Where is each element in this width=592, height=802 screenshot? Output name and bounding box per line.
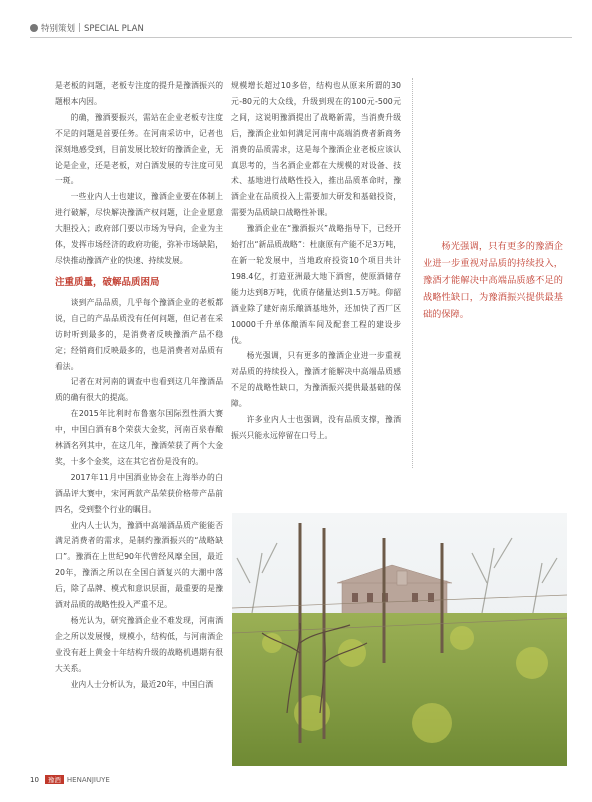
- vineyard-illustration: [232, 513, 567, 766]
- header-separator: [79, 23, 80, 32]
- paragraph: 业内人士认为，豫酒中高端酒品质产能能否满足消费者的需求，是制约豫酒振兴的“战略缺口”。豫酒在上世纪90年代曾经风靡全国，最近20年，豫酒之所以在全国白酒复兴的大潮中落后，除了品牌、模式和意识层面，最重要的是豫酒对品质的战略性投入严重不足。: [55, 520, 223, 610]
- paragraph: 在2015年比利时布鲁塞尔国际烈性酒大赛中，中国白酒有8个荣获大金奖，河南百泉春酿林酒名列其中，在这几年，豫酒荣获了两个大金奖，十多个金奖，这在其它省份是没有的。: [55, 409, 223, 466]
- paragraph: 谈到产品品质，几乎每个豫酒企业的老板都说，自己的产品品质没有任何问题，但记者在采访时听到最多的，是消费者反映豫酒产品不稳定；经销商们反映最多的，也是消费者对品质有看法。: [55, 297, 223, 371]
- pull-quote: 杨光强调，只有更多的豫酒企业进一步重视对品质的持续投入，豫酒才能解决中高端品质感不足的战略性缺口，为豫酒振兴提供最基础的保障。: [423, 241, 563, 320]
- magazine-tag: 豫酒: [45, 775, 64, 784]
- section-dot-icon: [30, 24, 38, 32]
- section-name-cn: 特别策划: [41, 24, 76, 34]
- paragraph: 记者在对河南的调查中也看到这几年豫酒品质的确有很大的提高。: [55, 377, 223, 403]
- page-number: 10: [30, 776, 39, 784]
- paragraph: 2017年11月中国酒业协会在上海举办的白酒品评大赛中，宋河两款产品荣获价格带产品前四名，受到整个行业的瞩目。: [55, 472, 223, 514]
- paragraph: 是老板的问题，老板专注度的提升是豫酒振兴的题根本内因。: [55, 81, 223, 106]
- page-footer: [30, 775, 110, 784]
- article-column-1: [55, 78, 223, 693]
- vineyard-photo: [232, 513, 567, 766]
- paragraph: 杨光认为，研究豫酒企业不难发现，河南酒企之所以发展慢，规模小，结构低，与河南酒企业没有赶上黄金十年结构升级的战略机遇期有很大关系。: [55, 616, 223, 673]
- header-rule: [30, 37, 572, 38]
- paragraph: 业内人士分析认为，最近20年，中国白酒: [70, 679, 214, 689]
- paragraph: 豫酒企业在“豫酒振兴”战略指导下，已经开始打出“新品质战略”：杜康原有产能不足3万吨，在新一轮发展中，当地政府投资10个项目共计198.4亿，打造亚洲最大地下酒窖，使原酒储存能力达到8万吨，优质存储量达到1.5万吨。仰韶酒业除了建好南乐酿酒基地外，还加快了西厂区10000千升单体酿酒车间及配套工程的建设步伐。: [231, 224, 401, 345]
- magazine-name: HENANJIUYE: [66, 776, 110, 784]
- paragraph: 杨光强调，只有更多的豫酒企业进一步重视对品质的持续投入，豫酒才能解决中高端品质感不足的战略性缺口，为豫酒振兴提供最基础的保障。: [231, 351, 401, 409]
- section-heading: 注重质量，破解品质困局: [55, 276, 160, 288]
- paragraph: 许多业内人士也强调，没有品质支撑，豫酒振兴只能永远停留在口号上。: [231, 415, 401, 440]
- paragraph: 一些业内人士也建议，豫酒企业要在体制上进行破解，尽快解决豫酒产权问题，让企业愿意大胆投入；政府部门要以市场为导向，企业为主体，发挥市场经济的政府功能，弥补市场缺陷，尽快推动豫酒产业的快速、持续发展。: [55, 192, 223, 265]
- page-header: [30, 22, 144, 34]
- article-column-2: [231, 78, 401, 444]
- section-name-en: SPECIAL PLAN: [84, 24, 144, 34]
- paragraph: 的确，豫酒要振兴，需站在企业老板专注度不足的问题是首要任务。在河南采访中，记者也深刻地感受到，目前发展比较好的豫酒企业，无论是企业，还是老板，对白酒发展的专注度可见一斑。: [55, 112, 223, 186]
- paragraph: 规模增长超过10多倍，结构也从原来所谓的30元-80元的大众线，升级到现在的100元-500元之间，这说明豫酒提出了战略新需，当消费升级后，豫酒企业如何满足河南中高端消费者新商务消费的品质需求，这是每个豫酒企业老板应该认真思考的，当名酒企业都在大规模的对设备、技术、基地进行战略性投入，推出品质革命时，豫酒企业在品质投入上需要加大研发和基础投资，需要为品质缺口战略性补课。: [231, 81, 401, 218]
